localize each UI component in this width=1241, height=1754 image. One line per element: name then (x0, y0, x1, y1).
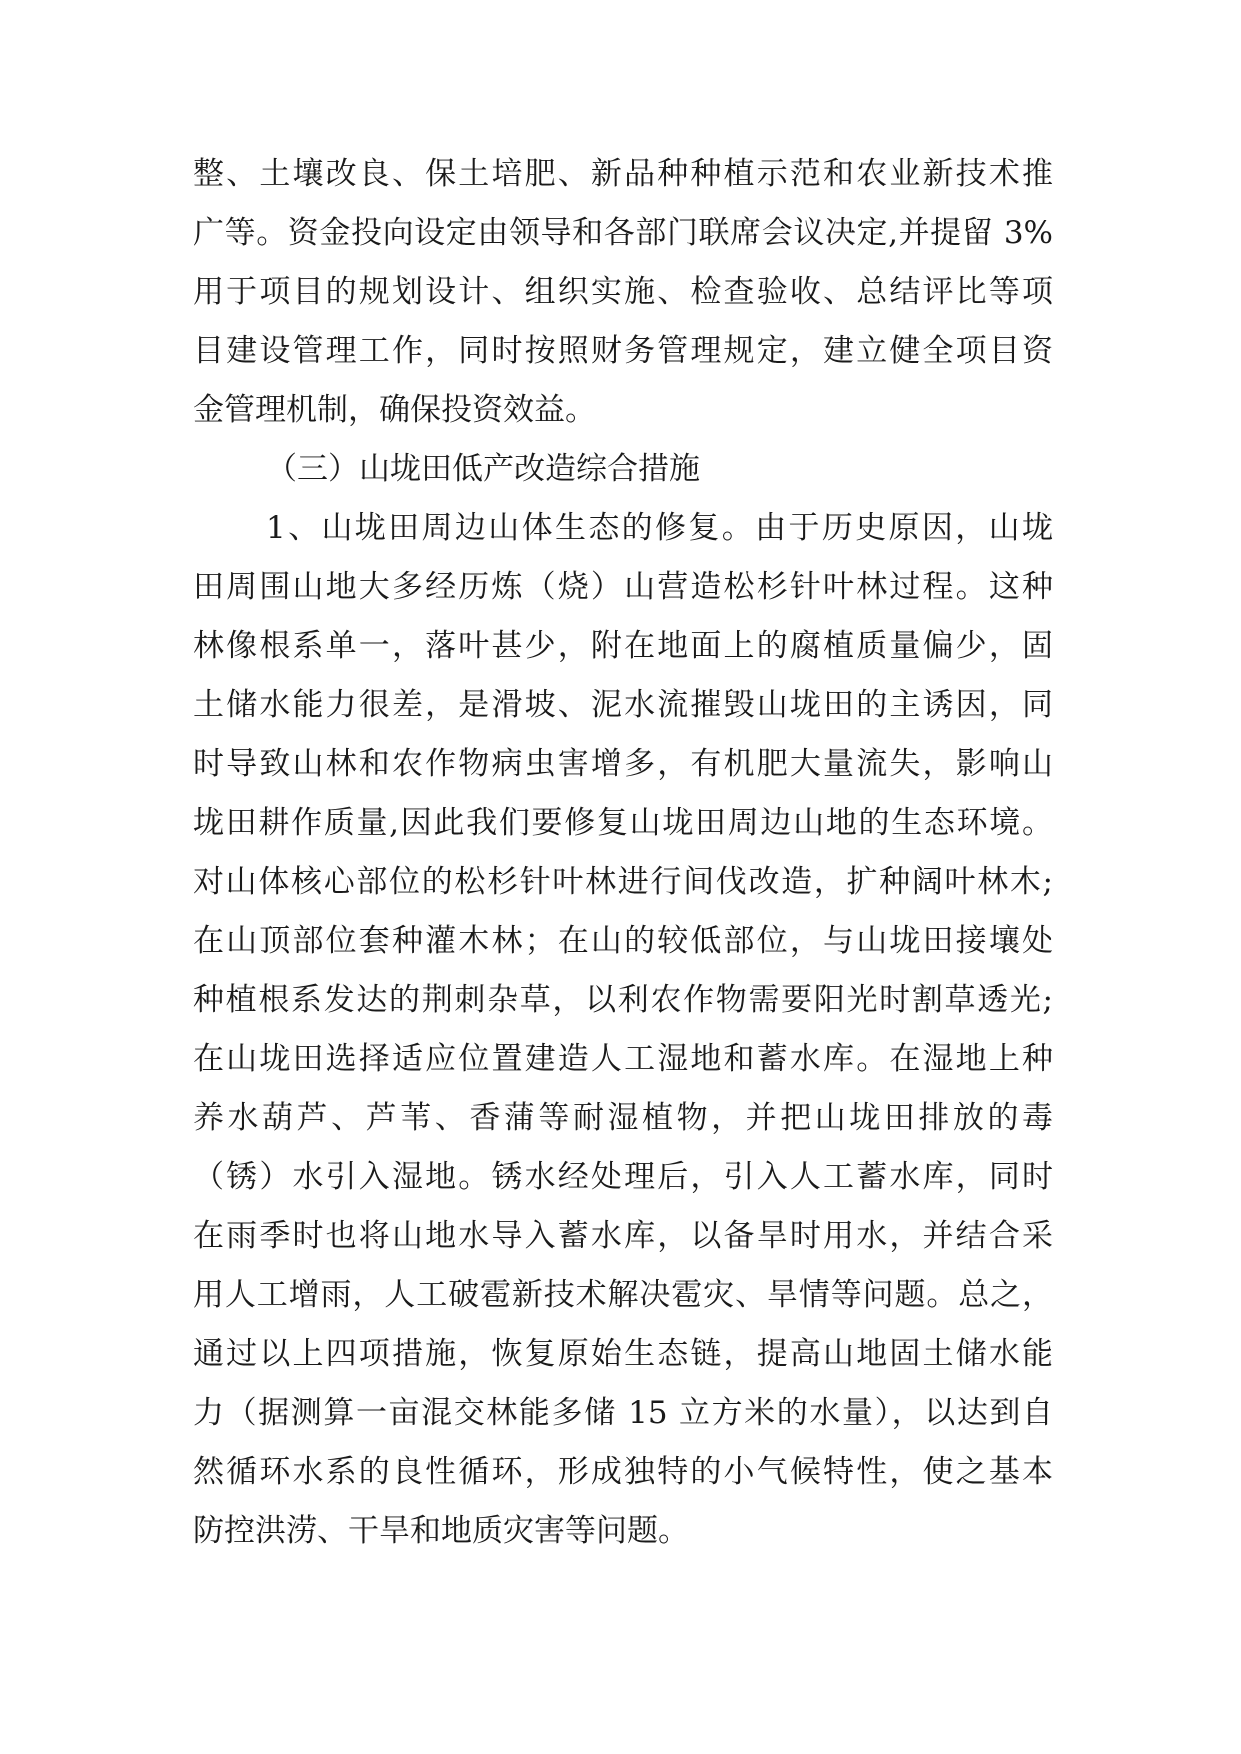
paragraph-line-10: 土储水能力很差，是滑坡、泥水流摧毁山垅田的主诱因，同 (193, 687, 1053, 723)
paragraph-line-13: 对山体核心部位的松杉针叶林进行间伐改造，扩种阔叶林木; (193, 864, 1053, 900)
paragraph-line-2: 广等。资金投向设定由领导和各部门联席会议决定,并提留 3% (193, 215, 1053, 251)
section-heading: （三）山垅田低产改造综合措施 (266, 451, 700, 487)
paragraph-line-20: 用人工增雨，人工破雹新技术解决雹灾、旱情等问题。总之， (193, 1277, 1053, 1313)
paragraph-line-11: 时导致山林和农作物病虫害增多，有机肥大量流失，影响山 (193, 746, 1053, 782)
paragraph-line-4: 目建设管理工作，同时按照财务管理规定，建立健全项目资 (193, 333, 1053, 369)
paragraph-line-14: 在山顶部位套种灌木林；在山的较低部位，与山垅田接壤处 (193, 923, 1053, 959)
paragraph-line-23: 然循环水系的良性循环，形成独特的小气候特性，使之基本 (193, 1454, 1053, 1490)
paragraph-line-19: 在雨季时也将山地水导入蓄水库，以备旱时用水，并结合采 (193, 1218, 1053, 1254)
paragraph-line-7: 1、山垅田周边山体生态的修复。由于历史原因，山垅 (266, 510, 1053, 546)
paragraph-line-21: 通过以上四项措施，恢复原始生态链，提高山地固土储水能 (193, 1336, 1053, 1372)
paragraph-line-5: 金管理机制，确保投资效益。 (193, 392, 596, 428)
paragraph-line-24: 防控洪涝、干旱和地质灾害等问题。 (193, 1513, 689, 1549)
paragraph-line-18: （锈）水引入湿地。锈水经处理后，引入人工蓄水库，同时 (193, 1159, 1053, 1195)
paragraph-line-15: 种植根系发达的荆刺杂草，以利农作物需要阳光时割草透光; (193, 982, 1053, 1018)
paragraph-line-17: 养水葫芦、芦苇、香蒲等耐湿植物，并把山垅田排放的毒 (193, 1100, 1053, 1136)
paragraph-line-16: 在山垅田选择适应位置建造人工湿地和蓄水库。在湿地上种 (193, 1041, 1053, 1077)
paragraph-line-9: 林像根系单一，落叶甚少，附在地面上的腐植质量偏少，固 (193, 628, 1053, 664)
paragraph-line-12: 垅田耕作质量,因此我们要修复山垅田周边山地的生态环境。 (193, 805, 1053, 841)
paragraph-line-3: 用于项目的规划设计、组织实施、检查验收、总结评比等项 (193, 274, 1053, 310)
paragraph-line-22: 力（据测算一亩混交林能多储 15 立方米的水量），以达到自 (193, 1395, 1053, 1431)
paragraph-line-8: 田周围山地大多经历炼（烧）山营造松杉针叶林过程。这种 (193, 569, 1053, 605)
paragraph-line-1: 整、土壤改良、保土培肥、新品种种植示范和农业新技术推 (193, 156, 1053, 192)
